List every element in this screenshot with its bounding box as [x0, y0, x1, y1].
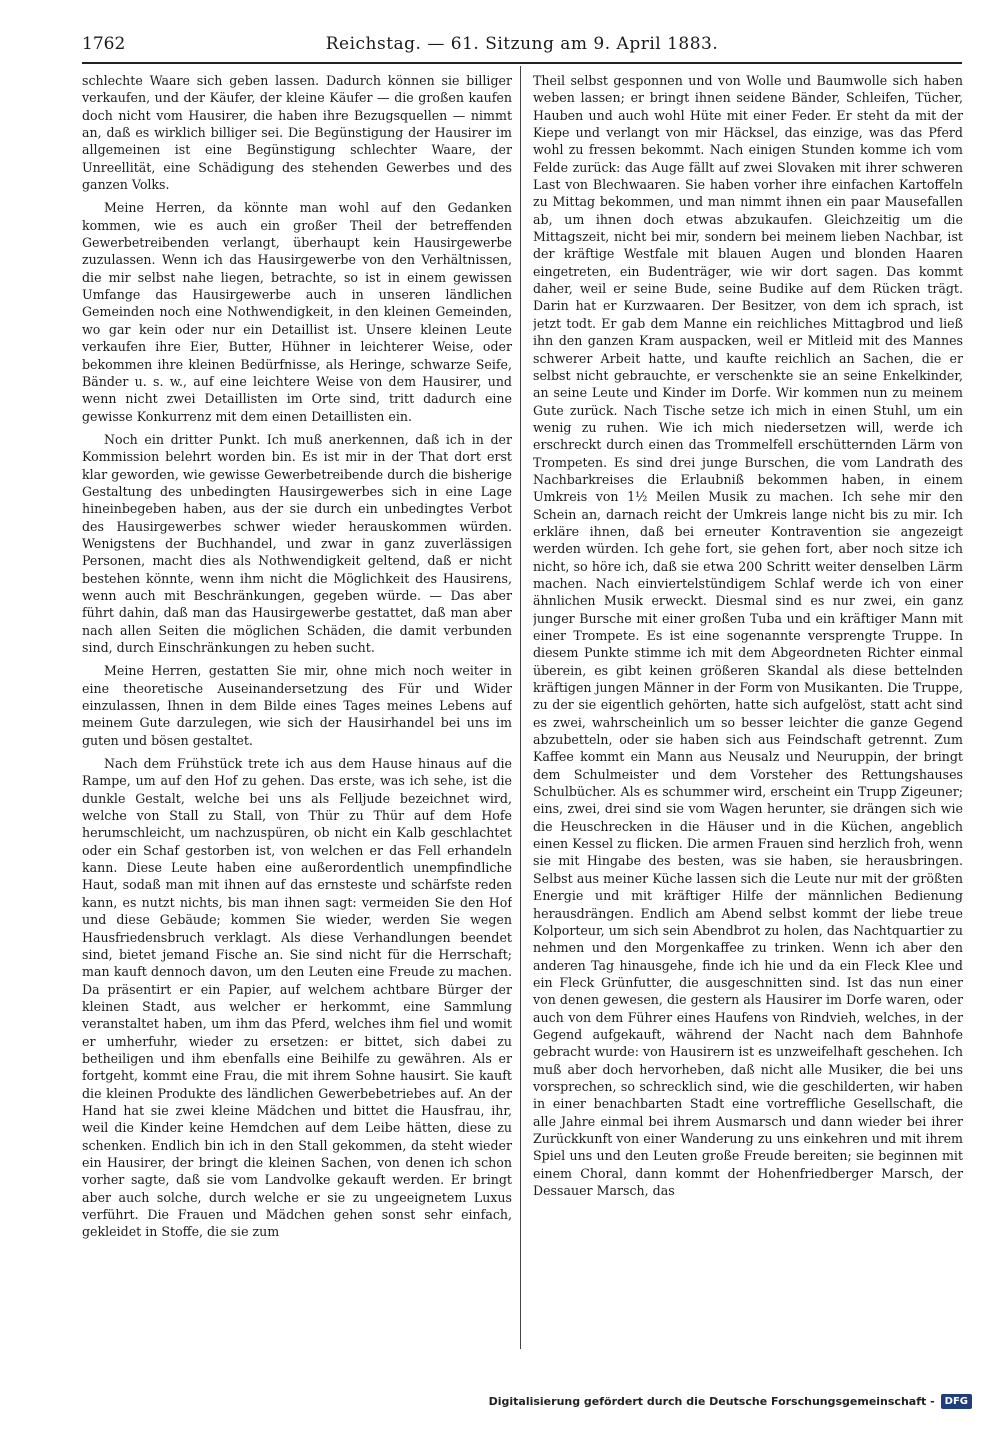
column-divider — [520, 66, 521, 1349]
page-title: Reichstag. — 61. Sitzung am 9. April 1883. — [325, 34, 719, 54]
paragraph: Meine Herren, da könnte man wohl auf den Gedanken kommen, wie es auch ein großer Theil der betreffenden Gewerbetreibenden verlangt, überhaupt kein Hausirgewerbe zuzulassen. Wenn ich das Hausirgewerbe von den Verhältnissen, die mir selbst nahe liegen, betrachte, so ist in einem gewissen Umfange das Hausirgewerbe auch in unseren ländlichen Gemeinden noch eine Nothwendigkeit, in den kleinen Gemeinden, wo gar kein oder nur ein Detaillist ist. Unsere kleinen Leute verkaufen ihre Eier, Butter, Hühner in leichterer Weise, oder bekommen ihre kleinen Bedürfnisse, als Heringe, schwarze Seife, Bänder u. s. w., auf eine leichtere Weise von dem Hausirer, und wenn nicht zwei Detaillisten im Orte sind, tritt dadurch eine gewisse Konkurrenz mit dem einen Detaillisten ein. — [82, 200, 512, 424]
paragraph: schlechte Waare sich geben lassen. Dadurch können sie billiger verkaufen, und der Käufer, der kleine Käufer — die großen kaufen doch nicht vom Hausirer, die haben ihre Bezugsquellen — nimmt an, daß es wirklich billiger sei. Die Begünstigung der Hausirer im allgemeinen ist eine Begünstigung schlechter Waare, der Unreellität, eine Schädigung des stehenden Gewerbes und des ganzen Volks. — [82, 73, 512, 193]
dfg-logo: DFG — [941, 1394, 972, 1409]
paragraph: Noch ein dritter Punkt. Ich muß anerkennen, daß ich in der Kommission belehrt worden bin. Es ist mir in der That dort erst klar geworden, wie gewisse Gewerbetreibende durch die bisherige Gestaltung des unbedingten Hausirgewerbes sich in eine Lage hineinbegeben haben, aus der sie durch ein unbedingtes Verbot des Hausirgewerbes schwer wieder herauskommen würden. Wenigstens der Buchhandel, und zwar in ganz zuverlässigen Personen, macht dies als Nothwendigkeit geltend, daß er nicht bestehen könnte, wenn ihm nicht die Möglichkeit des Hausirens, wenn auch mit Beschränkungen, gegeben würde. — Das aber führt dahin, daß man das Hausirgewerbe gestattet, daß man aber nach allen Seiten die möglichen Schäden, die damit verbunden sind, durch Einschränkungen zu heben sucht. — [82, 431, 512, 655]
left-column — [82, 72, 512, 1350]
paragraph: Nach dem Frühstück trete ich aus dem Hause hinaus auf die Rampe, um auf den Hof zu gehen. Das erste, was ich sehe, ist die dunkle Gestalt, welche bei uns als Felljude bezeichnet wird, welche von Stall zu Stall, von Thür zu Thür auf dem Hofe herumschleicht, um nachzuspüren, ob nicht ein Kalb geschlachtet oder ein Schaf gestorben ist, von welchen er das Fell erhandeln kann. Diese Leute haben eine außerordentlich unempfindliche Haut, sodaß man mit ihnen auf das ernsteste und schärfste reden kann, es nutzt nichts, bis man ihnen sagt: vermeiden Sie den Hof und diese Gebäude; kommen Sie wieder, werden Sie wegen Hausfriedensbruch verklagt. Als diese Verhandlungen beendet sind, bietet jemand Fische an. Sie sind nicht für die Herrschaft; man kauft dennoch davon, um den Leuten eine Freude zu machen. Da präsentirt er ein Papier, auf welchem achtbare Bürger der kleinen Stadt, aus welcher er herkommt, eine Sammlung veranstaltet haben, um ihm das Pferd, welches ihm fiel und womit er umherfuhr, wieder zu ersetzen: er bittet, sich dabei zu betheiligen und ihm ebenfalls eine Beihilfe zu gewähren. Als er fortgeht, kommt eine Frau, die mit ihrem Sohne hausirt. Sie kauft die kleinen Produkte des ländlichen Gewerbebetriebes auf. An der Hand hat sie zwei kleine Mädchen und bittet die Hausfrau, ihr, weil die Kinder keine Hemdchen auf dem Leibe hätten, diese zu schenken. Endlich bin ich in den Stall gekommen, da steht wieder ein Hausirer, der bringt die kleinen Sachen, von denen ich schon vorher sagte, daß sie vom Landvolke gekauft werden. Er bringt aber auch solche, durch welche er sie zu ungeeignetem Luxus verführt. Die Frauen und Mädchen gehen sonst sehr einfach, gekleidet in Stoffe, die sie zum — [82, 756, 512, 1240]
credit-text: Digitalisierung gefördert durch die Deutsche Forschungsgemeinschaft - — [488, 1394, 935, 1408]
page-header — [82, 30, 962, 58]
paragraph: Theil selbst gesponnen und von Wolle und Baumwolle sich haben weben lassen; er bringt ihnen seidene Bänder, Schleifen, Tücher, Hauben und auch wohl Hüte mit einer Feder. Er steht da mit der Kiepe und verlangt von mir Häcksel, das einzige, was das Pferd wohl zu fressen bekommt. Nach einigen Stunden komme ich vom Felde zurück: das Auge fällt auf zwei Slovaken mit ihrer schweren Last von Blechwaaren. Sie haben vorher ihre einfachen Kartoffeln zu Mittag bekommen, und man nimmt ihnen ein paar Mausefallen ab, um ihnen doch etwas abzukaufen. Gleichzeitig um die Mittagszeit, nicht bei mir, sondern bei meinem lieben Nachbar, ist der kräftige Westfale mit blauen Augen und blonden Haaren eingetreten, ein Budenträger, wie wir dort sagen. Das kommt daher, weil er seine Bude, seine Budike auf dem Rücken trägt. Darin hat er Kurzwaaren. Der Besitzer, von dem ich sprach, ist jetzt todt. Er gab dem Manne ein reichliches Mittagbrod und ließ ihn den ganzen Kram auspacken, weil er Mitleid mit des Mannes schwerer Arbeit hatte, und kaufte reichlich an Sachen, die er selbst nicht gebrauchte, er verschenkte sie an seine Enkelkinder, an seine Leute und Kinder im Dorfe. Wir kommen nun zu meinem Gute zurück. Nach Tische setze ich mich in einen Stuhl, um ein wenig zu ruhen. Wie ich mich niedersetzen will, werde ich erschreckt durch einen das Trommelfell erschütternden Lärm von Trompeten. Es sind drei junge Burschen, die vom Landrath des Nachbarkreises die Erlaubniß bekommen haben, in einem Umkreis von 1½ Meilen Musik zu machen. Ich sehe mir den Schein an, darnach reicht der Umkreis lange nicht bis zu mir. Ich erkläre ihnen, daß bei erneuter Kontravention sie angezeigt werden würden. Ich gehe fort, sie gehen fort, aber noch sitze ich nicht, so höre ich, daß sie etwa 200 Schritt weiter denselben Lärm machen. Nach einviertelstündigem Schlaf werde ich von einer ähnlichen Musik erweckt. Diesmal sind es nur zwei, ein ganz junger Bursche mit einer großen Tuba und ein kräftiger Mann mit einer Trompete. Es ist eine sogenannte versprengte Truppe. In diesem Punkte stimme ich mit dem Abgeordneten Richter einmal überein, es gibt keinen größeren Skandal als diese bettelnden kräftigen jungen Männer in der Form von Musikanten. Die Truppe, zu der sie eigentlich gehörten, hatte sich aufgelöst, statt acht sind es zwei, wahrscheinlich um so besser leichter die ganze Gegend abzubetteln, oder sie haben sich aus Feindschaft getrennt. Zum Kaffee kommt ein Mann aus Neusalz und Neuruppin, der bringt dem Schulmeister und dem Vorsteher des Rettungshauses Schulbücher. Als es schummer wird, erscheint ein Trupp Zigeuner; eins, zwei, drei sind sie vom Wagen herunter, sie drängen sich wie die Heuschrecken in die Häuser und in die Küchen, angeblich einen Kessel zu flicken. Die armen Frauen sind herzlich froh, wenn sie mit Hingabe des besten, was sie haben, sie herausbringen. Selbst aus meiner Küche lassen sich die Leute nur mit der größten Energie und mit kräftiger Hilfe der männlichen Bedienung herausdrängen. Endlich am Abend selbst kommt der liebe treue Kolporteur, um sich sein Abendbrot zu holen, das Nachtquartier zu nehmen und den Morgenkaffee zu trinken. Wenn ich aber den anderen Tag hinausgehe, finde ich hie und da ein Fleck Klee und ein Fleck Grünfutter, die ausgeschnitten sind. Ist das nun einer von denen gewesen, die gestern als Hausirer im Dorfe waren, oder auch von dem Führer eines Haufens von Rindvieh, welches, in der Gegend aufgekauft, während der Nacht nach dem Bahnhofe gebracht wurde: von Hausirern ist es unzweifelhaft geschehen. Ich muß aber doch hervorheben, daß nicht alle Musiker, die bei uns vorsprechen, so schrecklich sind, wie die geschilderten, wir haben in einer benachbarten Stadt eine vortreffliche Gesellschaft, die alle Jahre einmal bei ihrem Ausmarsch und dann wieder bei ihrer Zurückkunft von einer Wanderung zu uns einkehren und mit ihrem Spiel uns und den Leuten große Freude bereiten; sie beginnen mit einem Choral, dann kommt der Hohenfriedberger Marsch, der Dessauer Marsch, das — [533, 73, 963, 1198]
page-number: 1762 — [82, 34, 126, 54]
paragraph: Meine Herren, gestatten Sie mir, ohne mich noch weiter in eine theoretische Auseinandersetzung des Für und Wider einzulassen, Ihnen in dem Bilde eines Tages meines Lebens auf meinem Gute darzulegen, wie sich der Hausirhandel bei uns im guten und bösen gestaltet. — [82, 663, 512, 748]
right-column — [533, 72, 963, 1350]
digitization-credit — [489, 1391, 972, 1411]
header-rule — [82, 62, 962, 64]
